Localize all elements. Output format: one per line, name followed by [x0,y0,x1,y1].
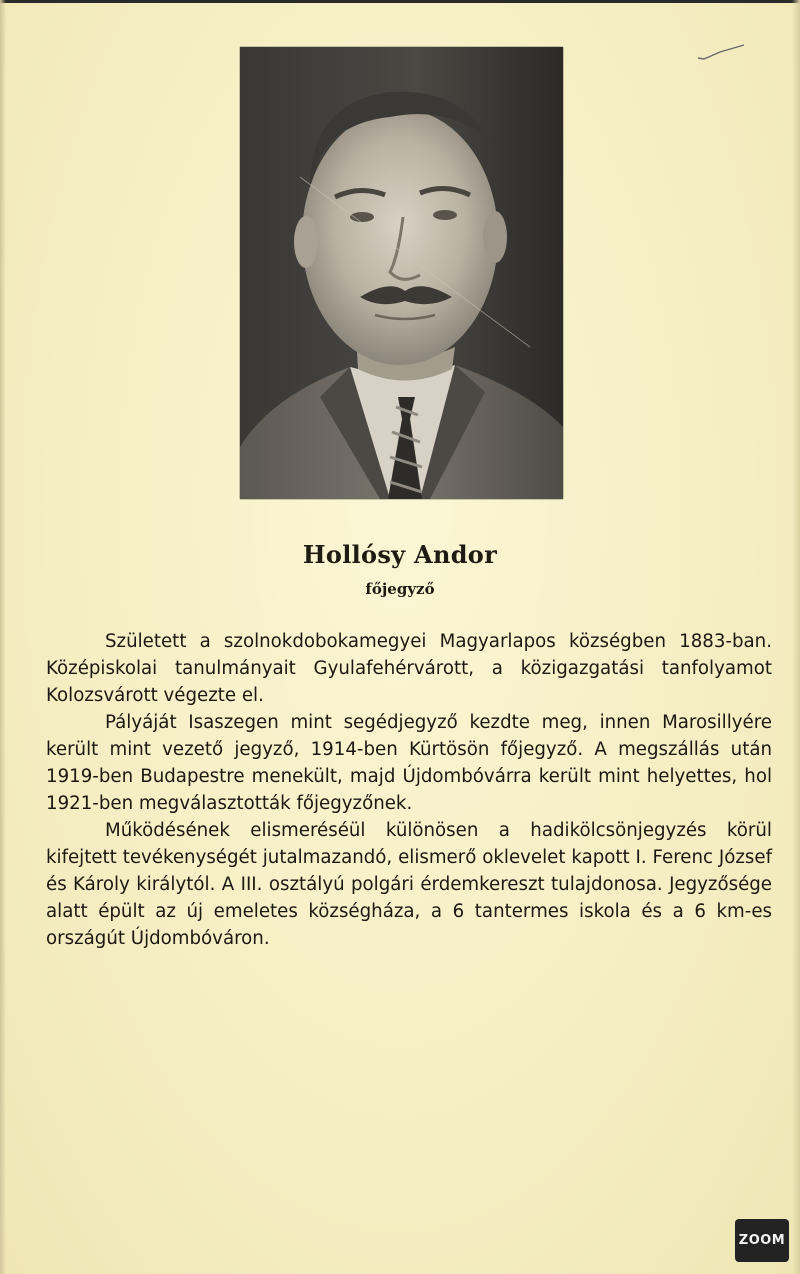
zoom-logo-badge [735,1219,789,1262]
person-name: Hollósy Andor [302,540,498,569]
scan-left-edge [0,0,6,1274]
scan-right-edge [792,0,800,1274]
paragraph-2: Pályáját Isaszegen mint segédjegyző kezdte meg, innen Marosillyére került mint vezető jegyző, 1914-ben Kürtösön főjegyző. A megszállás után 1919-ben Budapestre menekült, majd Újdombóvárra került mint helyettes, hol 1921-ben megválasztották főjegyzőnek. [46,712,772,814]
scan-top-edge [0,0,800,3]
biography-text [46,628,772,952]
zoom-logo-label: ZOOM [738,1233,786,1248]
pencil-mark-icon [696,42,748,62]
portrait-photo [240,47,563,499]
paragraph-1: Született a szolnokdobokamegyei Magyarlapos községben 1883-ban. Középiskolai tanulmányait Gyulafehérvárott, a közigazgatási tanfolyamot Kolozsvárott végezte el. [46,631,772,706]
paragraph-3: Működésének elismeréséül különösen a hadikölcsönjegyzés körül kifejtett tevékenységét jutalmazandó, elismerő oklevelet kapott I. Ferenc József és Károly királytól. A III. osztályú polgári érdemkereszt tulajdonosa. Jegyzősége alatt épült az új emeletes községháza, a 6 tantermes iskola és a 6 km-es országút Újdombóváron. [46,820,772,949]
person-title: főjegyző [365,580,435,598]
